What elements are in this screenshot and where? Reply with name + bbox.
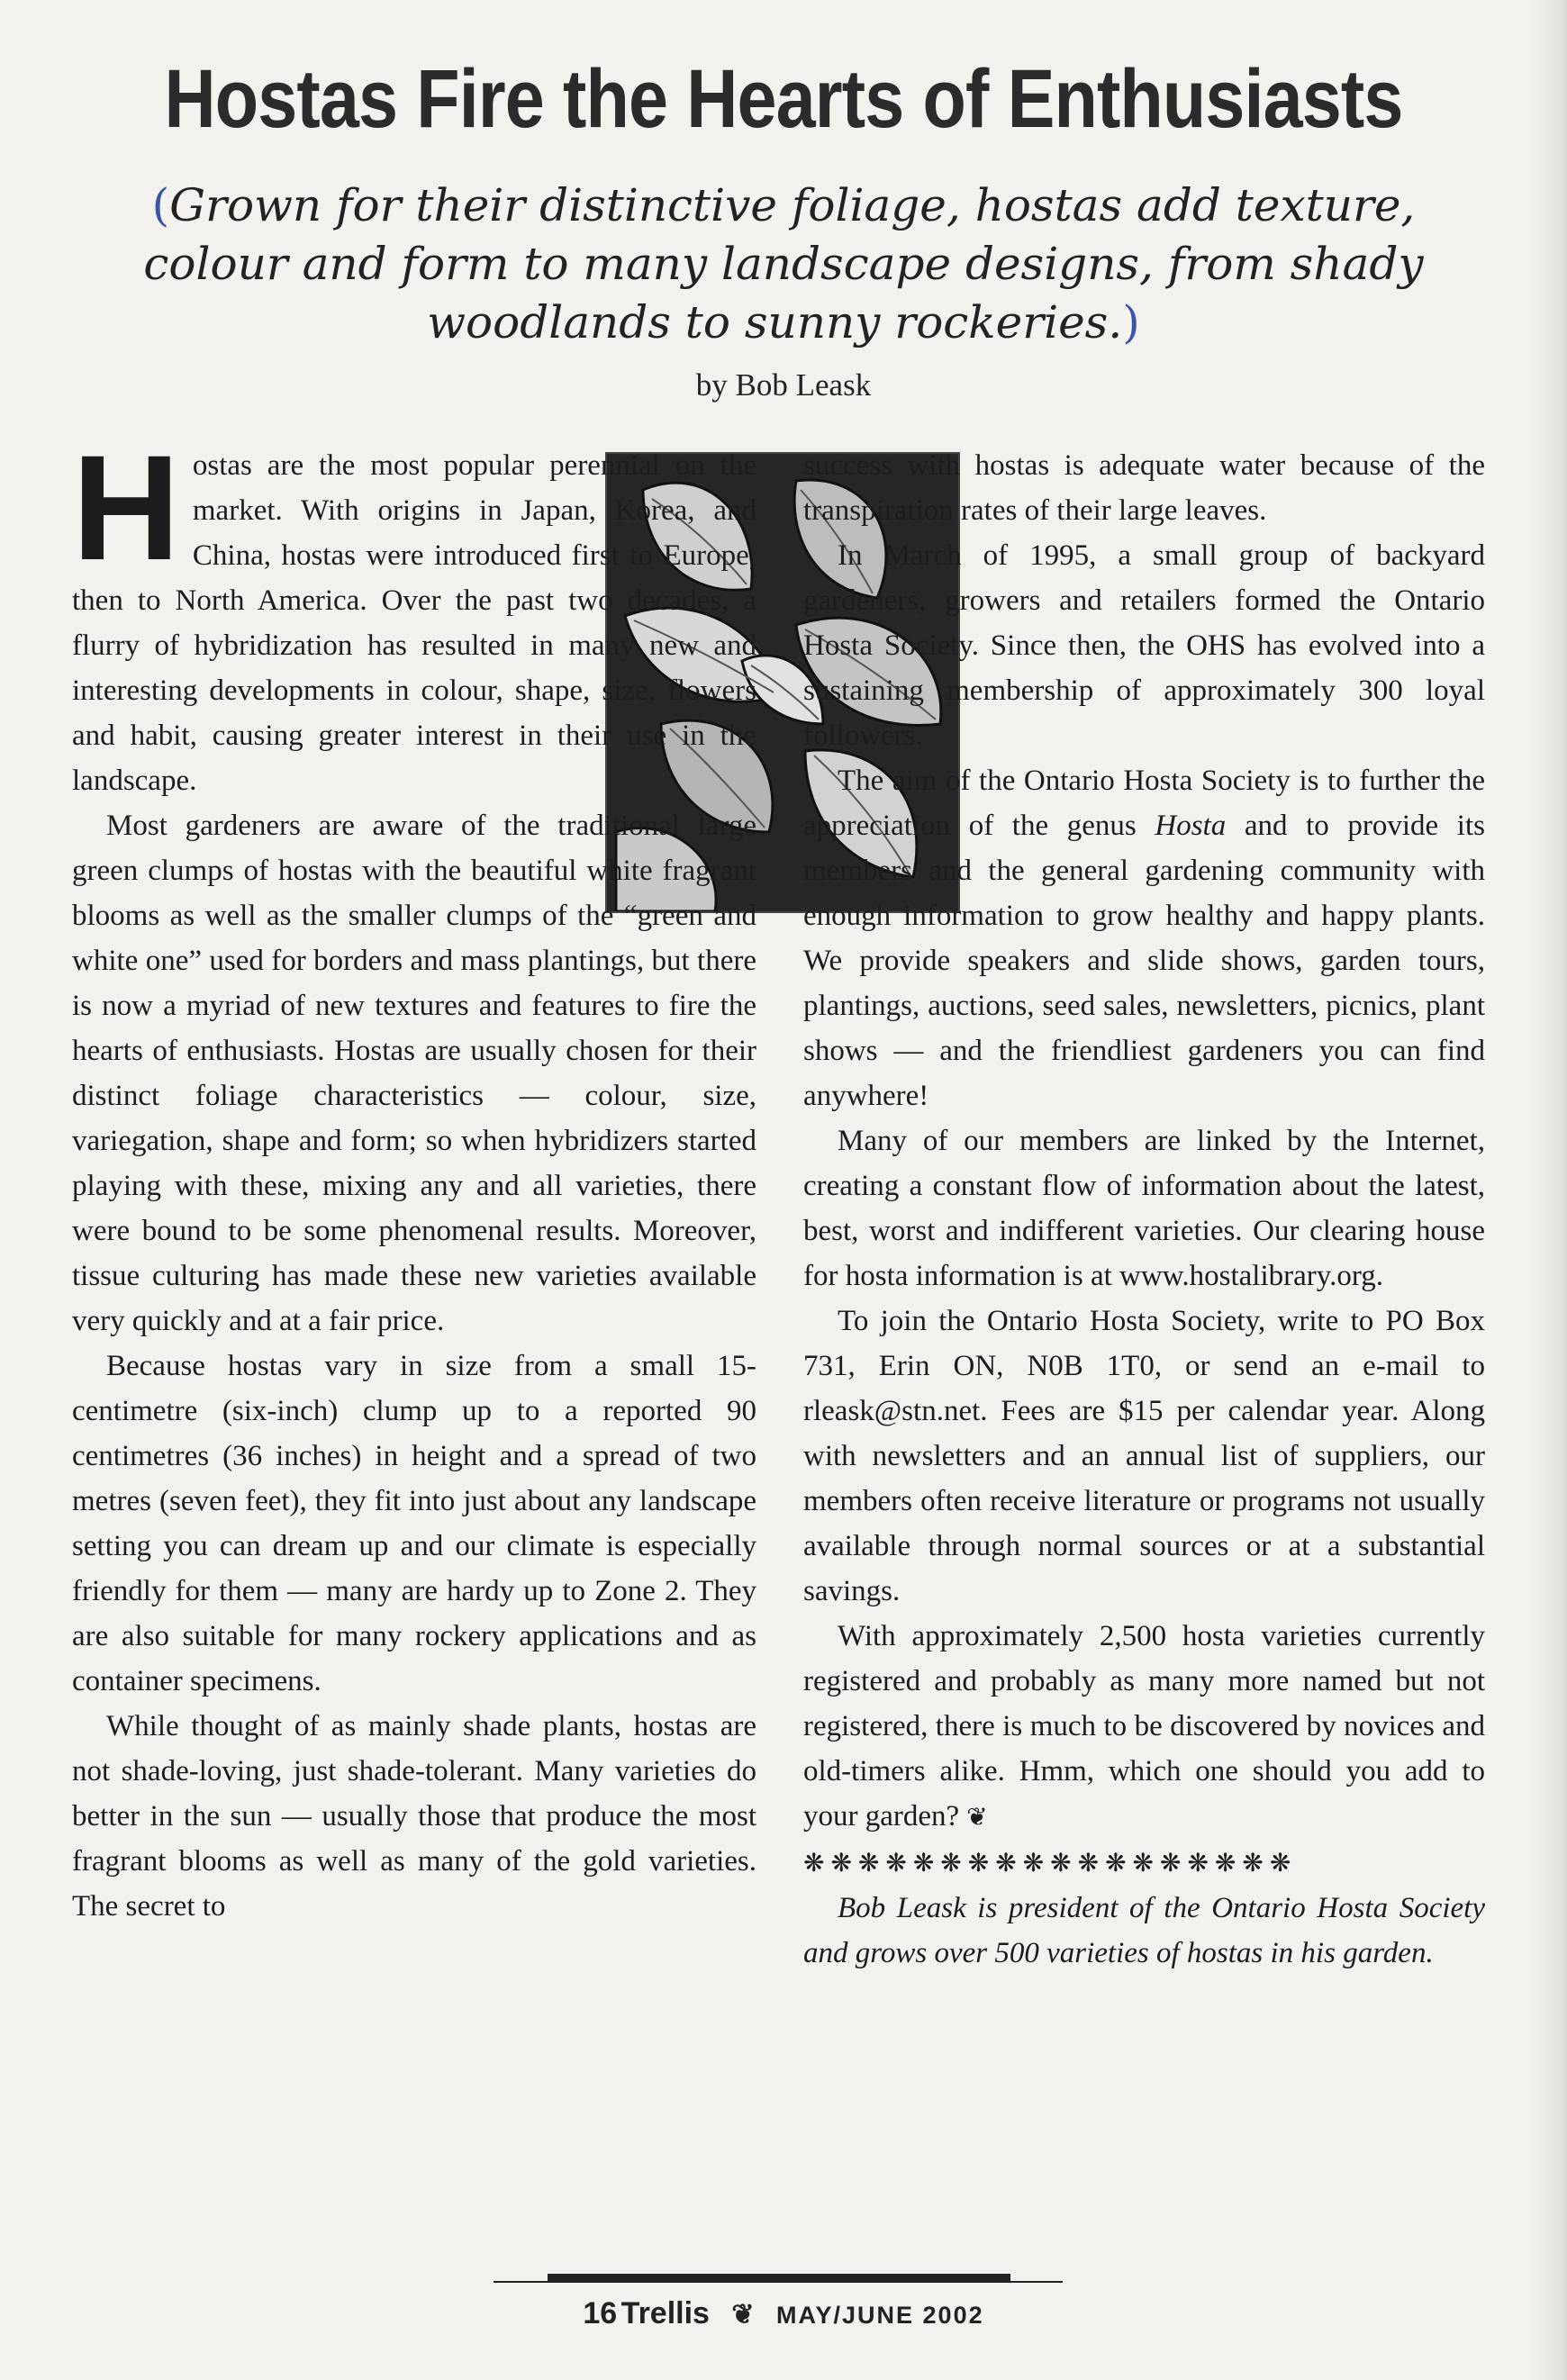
paragraph-2: Most gardeners are aware of the traditional large green clumps of hostas with the beautiful white fragrant blooms as well as the smaller clumps of the “green and white one” used for borders and mass plantings, but there is now a myriad of new textures and features to fire the hearts of enthusiasts. Hostas are usually chosen for their distinct foliage characteristics — colour, size, variegation, shape and form; so when hybridizers started playing with these, mixing any and all varieties, there were bound to be some phenomenal results. Moreover, tissue culturing has made these new varieties available very quickly and at a fair price. <box>72 810 756 1337</box>
drop-cap: H <box>72 425 180 592</box>
author-bio: Bob Leask is president of the Ontario Hosta Society and grows over 500 varieties of hostas in his garden. <box>803 1892 1485 1969</box>
page-footer <box>0 2296 1567 2331</box>
page-number: 16 <box>583 2296 618 2330</box>
deck-text: Grown for their distinctive foliage, hostas add texture, colour and form to many landscape designs, from shady woodlands to sunny rockeries. <box>143 179 1424 348</box>
deck-close-mark: ) <box>1122 296 1140 348</box>
paragraph-6-text-a: The aim of the Ontario Hosta Society is to further the appreciation of the genus <box>803 765 1485 842</box>
leaf-icon: ❦ <box>731 2300 755 2330</box>
paragraph-7: Many of our members are linked by the Internet, creating a constant flow of information about the latest, best, worst and indifferent varieties. Our clearing house for hosta information is at www.hostalibrary.org. <box>803 1125 1485 1292</box>
deck-subtitle <box>135 176 1432 352</box>
genus-hosta: Hosta <box>1155 810 1227 842</box>
issue-date: MAY/JUNE 2002 <box>776 2302 984 2329</box>
paragraph-4-continued: success with hostas is adequate water because of the transpiration rates of their large leaves. <box>803 449 1485 527</box>
publication-name: Trellis <box>620 2296 710 2330</box>
page-edge-shadow <box>1531 0 1567 2380</box>
footer-rule-bar <box>548 2274 1010 2281</box>
paragraph-3: Because hostas vary in size from a small 15-centimetre (six-inch) clump up to a reported 90 centimetres (36 inches) in height and a spread of two metres (seven feet), they fit into just about any landscape setting you can dream up and our climate is especially friendly for them — many are hardy up to Zone 2. They are also suitable for many rockery applications and as container specimens. <box>72 1350 756 1697</box>
headline: Hostas Fire the Hearts of Enthusiasts <box>164 53 1403 145</box>
column-right <box>803 443 1485 1976</box>
paragraph-8: To join the Ontario Hosta Society, write to PO Box 731, Erin ON, N0B 1T0, or send an e-mail to rleask@stn.net. Fees are $15 per calendar year. Along with newsletters and an annual list of suppliers, our members often receive literature or programs not usually available through normal sources or at a substantial savings. <box>803 1305 1485 1607</box>
paragraph-1 <box>72 425 756 803</box>
paragraph-9 <box>803 1614 1485 1841</box>
column-left <box>72 425 756 1929</box>
paragraph-9-text: With approximately 2,500 hosta varieties currently registered and probably as many more named but not registered, there is much to be discovered by novices and old-timers alike. Hmm, which one should you add to your garden? <box>803 1620 1485 1833</box>
paragraph-1-text: ostas are the most popular perennial on the market. With origins in Japan, Korea, and China, hostas were introduced first to Europe, then to North America. Over the past two decades, a flurry of hybridization has resulted in many new and interesting developments in colour, shape, size, flowers and habit, causing greater interest in their use in the landscape. <box>72 449 756 797</box>
paragraph-4: While thought of as mainly shade plants, hostas are not shade-loving, just shade-tolerant. Many varieties do better in the sun — usually those that produce the most fragrant blooms as well as many of the gold varieties. The secret to <box>72 1710 756 1923</box>
ornament-divider: ❋❋❋❋❋❋❋❋❋❋❋❋❋❋❋❋❋❋ <box>803 1850 1298 1878</box>
byline: by Bob Leask <box>695 367 872 403</box>
deck-open-mark: ( <box>151 179 170 231</box>
paragraph-6-text-b: and to provide its members and the general gardening community with enough information to grow healthy and happy plants. We provide speakers and slide shows, garden tours, plantings, auctions, seed sales, newsletters, picnics, plant shows — and the friendliest gardeners you can find anywhere! <box>803 810 1485 1112</box>
footer-rule <box>494 2281 1063 2283</box>
paragraph-5: In March of 1995, a small group of backyard gardeners, growers and retailers formed the Ontario Hosta Society. Since then, the OHS has evolved into a sustaining membership of approximately 300 loyal followers. <box>803 539 1485 752</box>
paragraph-6 <box>803 758 1485 1118</box>
end-mark-leaf-icon: ❦ <box>966 1804 988 1832</box>
